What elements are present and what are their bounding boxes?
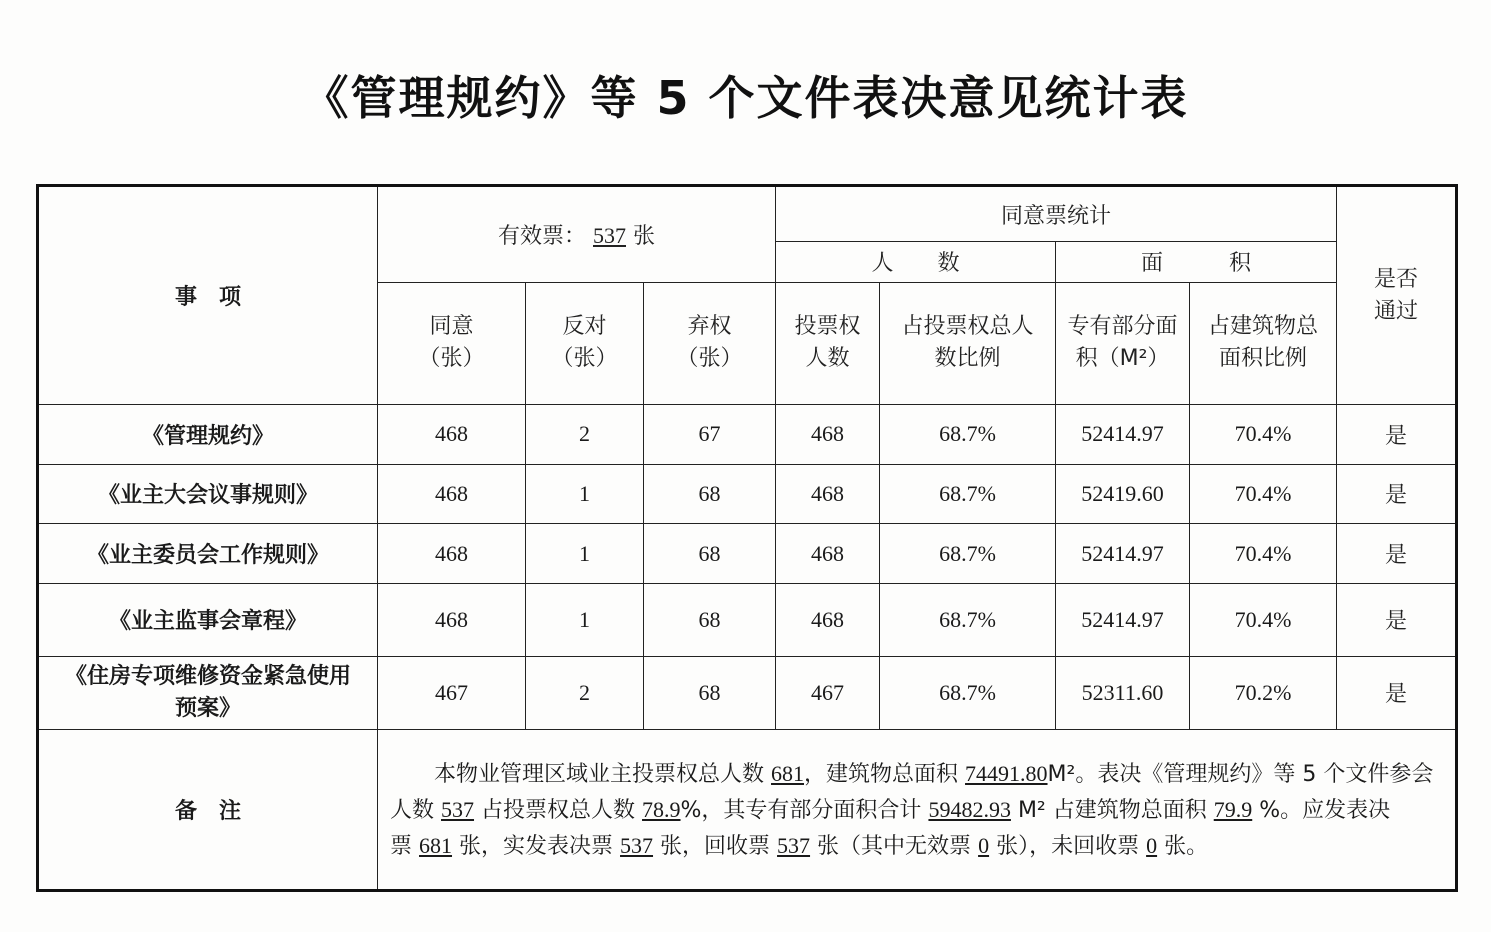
cell-voters-ratio: 68.7% bbox=[880, 405, 1056, 464]
row-item: 《业主监事会章程》 bbox=[38, 584, 378, 656]
remark-issued: 537 bbox=[620, 832, 654, 858]
table-row bbox=[38, 464, 1457, 523]
remark-returned: 537 bbox=[777, 832, 811, 858]
table-row bbox=[38, 523, 1457, 583]
cell-agree: 468 bbox=[378, 584, 526, 656]
cell-area: 52419.60 bbox=[1056, 464, 1190, 523]
cell-passed: 是 bbox=[1337, 523, 1457, 583]
cell-area-ratio: 70.4% bbox=[1190, 584, 1337, 656]
remark-total-voters: 681 bbox=[771, 760, 805, 786]
table-row bbox=[38, 405, 1457, 464]
remark-area-ratio: 79.9 bbox=[1213, 796, 1253, 822]
cell-oppose: 1 bbox=[526, 523, 644, 583]
valid-votes-prefix: 有效票： bbox=[497, 223, 586, 249]
cell-oppose: 1 bbox=[526, 584, 644, 656]
cell-passed: 是 bbox=[1337, 656, 1457, 729]
cell-agree: 468 bbox=[378, 523, 526, 583]
cell-voters: 468 bbox=[776, 584, 880, 656]
valid-votes-count: 537 bbox=[593, 222, 626, 248]
remark-unreturned: 0 bbox=[1146, 832, 1158, 858]
cell-voters-ratio: 68.7% bbox=[880, 523, 1056, 583]
cell-area-ratio: 70.2% bbox=[1190, 656, 1337, 729]
remark-invalid: 0 bbox=[978, 832, 990, 858]
cell-passed: 是 bbox=[1337, 405, 1457, 464]
cell-abstain: 68 bbox=[644, 523, 776, 583]
cell-voters: 468 bbox=[776, 464, 880, 523]
header-area: 面 积 bbox=[1056, 242, 1337, 282]
row-item: 《管理规约》 bbox=[38, 405, 378, 464]
remarks-label: 备 注 bbox=[38, 730, 378, 891]
header-passed: 是否通过 bbox=[1337, 186, 1457, 405]
header-voters-ratio: 占投票权总人数比例 bbox=[880, 282, 1056, 405]
header-voters: 投票权人数 bbox=[776, 282, 880, 405]
header-abstain: 弃权（张） bbox=[644, 282, 776, 405]
cell-voters: 468 bbox=[776, 523, 880, 583]
cell-oppose: 2 bbox=[526, 405, 644, 464]
cell-oppose: 1 bbox=[526, 464, 644, 523]
page-title: 《管理规约》等 5 个文件表决意见统计表 bbox=[302, 71, 1189, 125]
header-oppose: 反对（张） bbox=[526, 282, 644, 405]
cell-area: 52414.97 bbox=[1056, 405, 1190, 464]
cell-abstain: 68 bbox=[644, 656, 776, 729]
remark-attend-ratio: 78.9 bbox=[642, 796, 681, 822]
row-item: 《业主委员会工作规则》 bbox=[38, 523, 378, 583]
remark-attendees: 537 bbox=[441, 796, 475, 822]
remarks-text: 本物业管理区域业主投票权总人数 681，建筑物总面积 74491.80M²。表决《管理规约》等 5 个文件参会人数 537 占投票权总人数 78.9%，其专有部分面积合计 59482.93 M² 占建筑物总面积 79.9 %。应发表决票 681 张，实发表决票 537 张，回收票 537 张（其中无效票 0 张），未回收票 0 张。 bbox=[378, 730, 1457, 891]
row-item: 《住房专项维修资金紧急使用预案》 bbox=[38, 656, 378, 729]
cell-oppose: 2 bbox=[526, 656, 644, 729]
cell-passed: 是 bbox=[1337, 584, 1457, 656]
header-agree-stats: 同意票统计 bbox=[776, 186, 1337, 242]
cell-voters: 468 bbox=[776, 405, 880, 464]
cell-agree: 468 bbox=[378, 464, 526, 523]
header-area-ratio: 占建筑物总面积比例 bbox=[1190, 282, 1337, 405]
cell-voters: 467 bbox=[776, 656, 880, 729]
remark-should-issue: 681 bbox=[419, 832, 453, 858]
cell-passed: 是 bbox=[1337, 464, 1457, 523]
cell-area: 52414.97 bbox=[1056, 523, 1190, 583]
vote-statistics-table bbox=[36, 184, 1458, 892]
cell-voters-ratio: 68.7% bbox=[880, 584, 1056, 656]
cell-abstain: 68 bbox=[644, 584, 776, 656]
remark-total-area: 74491.80 bbox=[965, 760, 1048, 786]
valid-votes-suffix: 张 bbox=[633, 223, 656, 249]
cell-area: 52311.60 bbox=[1056, 656, 1190, 729]
header-item: 事 项 bbox=[38, 186, 378, 405]
cell-abstain: 68 bbox=[644, 464, 776, 523]
header-valid-votes bbox=[378, 186, 776, 283]
cell-agree: 468 bbox=[378, 405, 526, 464]
row-item: 《业主大会议事规则》 bbox=[38, 464, 378, 523]
cell-voters-ratio: 68.7% bbox=[880, 464, 1056, 523]
cell-area: 52414.97 bbox=[1056, 584, 1190, 656]
cell-agree: 467 bbox=[378, 656, 526, 729]
remark-exclusive-area: 59482.93 bbox=[928, 796, 1011, 822]
cell-area-ratio: 70.4% bbox=[1190, 523, 1337, 583]
table-row bbox=[38, 584, 1457, 656]
cell-area-ratio: 70.4% bbox=[1190, 405, 1337, 464]
cell-area-ratio: 70.4% bbox=[1190, 464, 1337, 523]
header-people: 人 数 bbox=[776, 242, 1056, 282]
remarks-row bbox=[38, 730, 1457, 891]
cell-abstain: 67 bbox=[644, 405, 776, 464]
cell-voters-ratio: 68.7% bbox=[880, 656, 1056, 729]
header-agree: 同意（张） bbox=[378, 282, 526, 405]
table-row bbox=[38, 656, 1457, 729]
header-exclusive-area: 专有部分面积（M²） bbox=[1056, 282, 1190, 405]
